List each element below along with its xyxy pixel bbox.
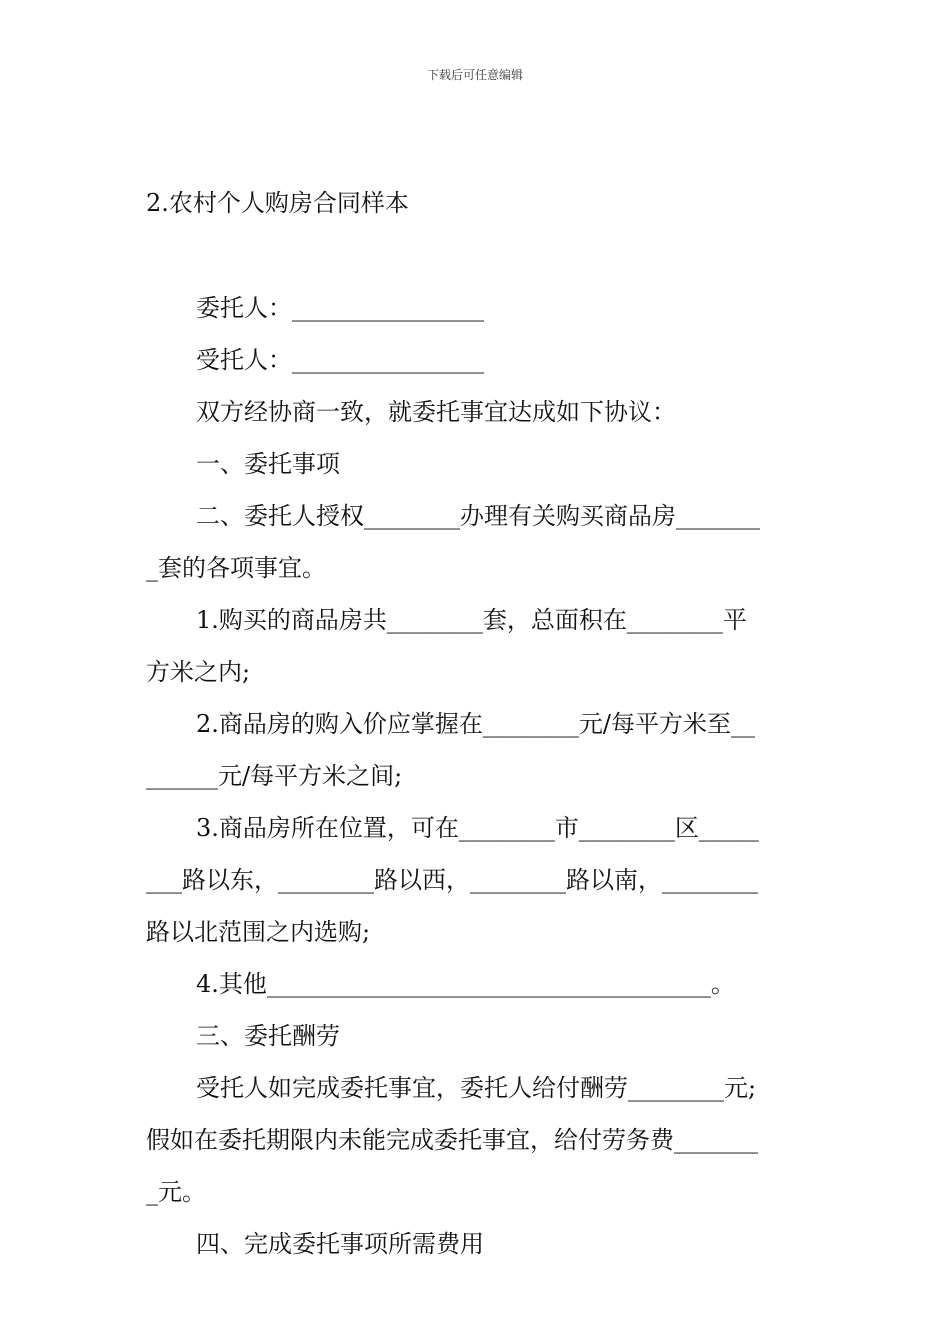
clause-line: 2.商品房的购入价应掌握在________元/每平方米至__: [196, 710, 755, 738]
clause-line: 委托人：________________: [196, 294, 484, 322]
document-title: 2.农村个人购房合同样本: [146, 189, 409, 217]
section-heading: 一、委托事项: [196, 450, 340, 478]
clause-line: 受托人：________________: [196, 346, 484, 374]
clause-line: _套的各项事宜。: [146, 554, 326, 582]
clause-line: 1.购买的商品房共________套，总面积在________平: [196, 606, 747, 634]
clause-line: 方米之内;: [146, 658, 251, 686]
clause-line: 双方经协商一致，就委托事宜达成如下协议：: [196, 398, 676, 426]
clause-line: 路以北范围之内选购;: [146, 918, 371, 946]
document-body: [146, 282, 808, 1270]
section-heading: 四、完成委托事项所需费用: [196, 1230, 484, 1258]
section-heading: 三、委托酬劳: [196, 1022, 340, 1050]
clause-line: 二、委托人授权________办理有关购买商品房_______: [196, 502, 760, 530]
clause-line: 4.其他_____________________________________。: [196, 970, 735, 998]
clause-line: _元。: [146, 1178, 206, 1206]
clause-line: 假如在委托期限内未能完成委托事宜，给付劳务费_______: [146, 1126, 758, 1154]
clause-line: 3.商品房所在位置，可在________市________区_____: [196, 814, 759, 842]
clause-line: 受托人如完成委托事宜，委托人给付酬劳________元;: [196, 1074, 757, 1102]
clause-line: ______元/每平方米之间;: [146, 762, 403, 790]
clause-line: ___路以东，________路以西，________路以南，________: [146, 866, 758, 894]
page-header: 下载后可任意编辑: [426, 68, 523, 82]
